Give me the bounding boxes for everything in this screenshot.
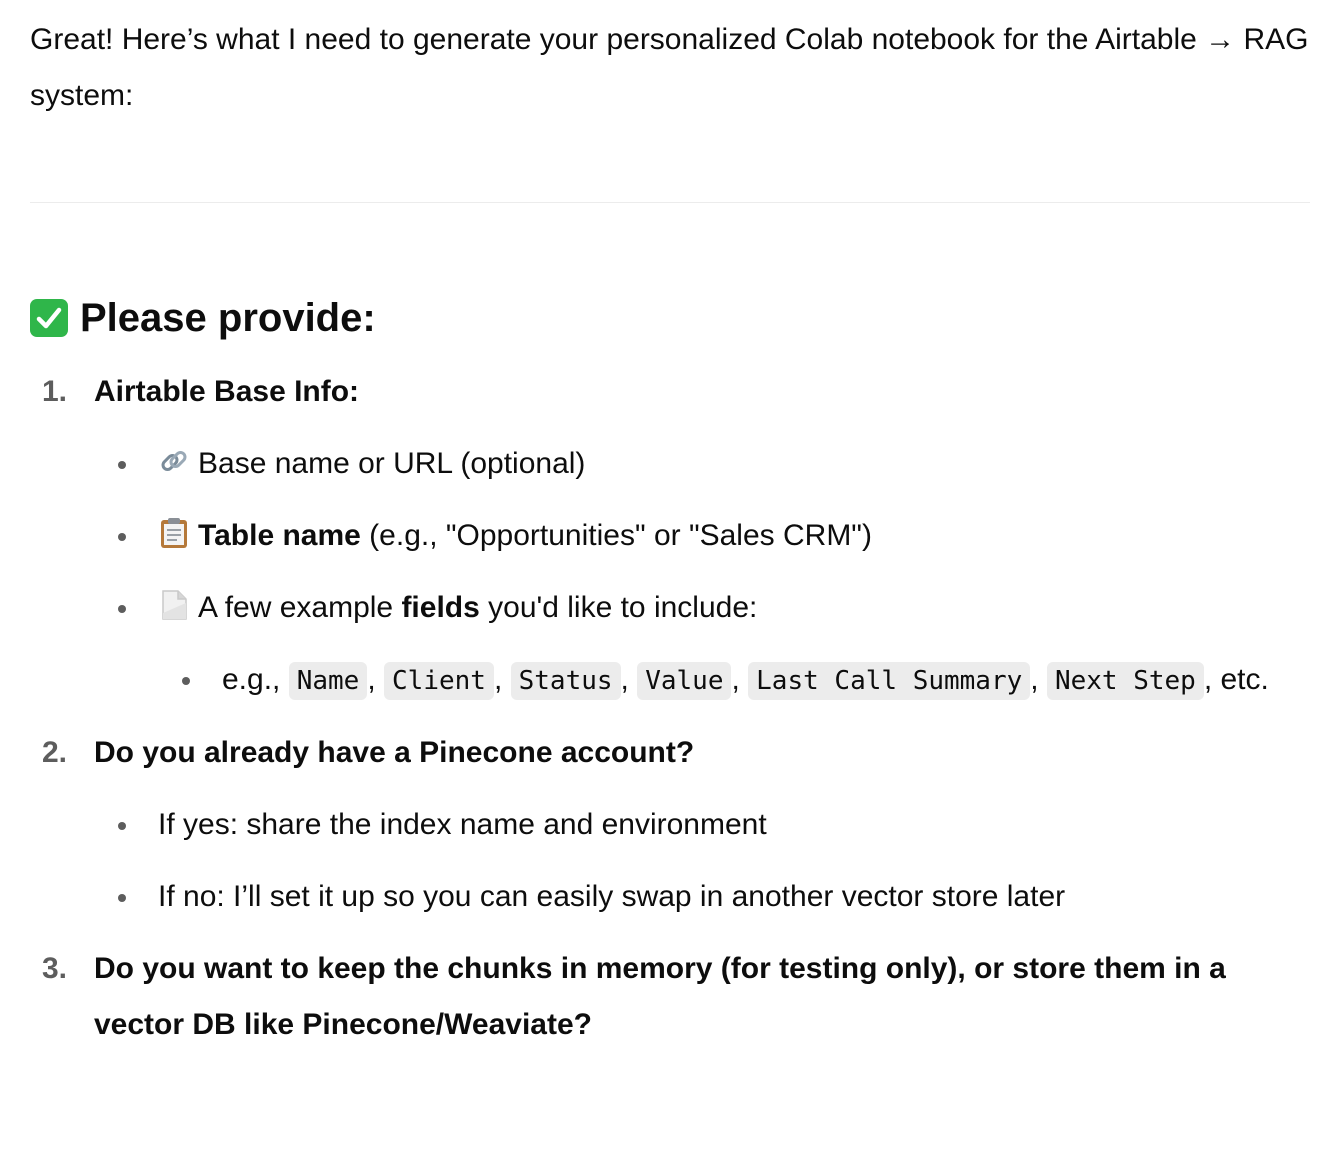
step-title: Airtable Base Info:	[94, 375, 360, 408]
bullet-bold-text: Table name	[198, 519, 361, 552]
bullet-text: (e.g., "Opportunities" or "Sales CRM")	[360, 519, 872, 552]
step-1	[30, 364, 1310, 709]
chat-message	[30, 0, 1310, 1041]
step-1-bullets	[94, 436, 1310, 709]
section-heading-text: Please provide:	[80, 296, 376, 340]
list-item	[94, 436, 1310, 492]
step-3	[30, 941, 1310, 1053]
step-2	[30, 725, 1310, 925]
bullet-bold-text: fields	[401, 591, 480, 624]
step-number: 2.	[42, 736, 68, 769]
section-heading	[30, 290, 376, 346]
step-title: Do you already have a Pinecone account?	[94, 736, 695, 769]
intro-text: Great! Here’s what I need to generate your personalized Colab notebook for the Airtable → RAG system:	[30, 23, 1309, 112]
list-item	[94, 797, 1310, 853]
bullet-text: If no: I’ll set it up so you can easily swap in another vector store later	[158, 880, 1066, 913]
step-number: 1.	[42, 375, 68, 408]
field-chip: Status	[511, 662, 621, 700]
field-chip: Name	[289, 662, 368, 700]
list-item	[94, 580, 1310, 709]
steps-list	[30, 364, 1310, 1053]
step-number: 3.	[42, 952, 68, 985]
clipboard-icon	[158, 512, 190, 544]
examples-suffix: etc.	[1220, 663, 1269, 696]
check-mark-button-icon	[30, 299, 68, 337]
field-chip: Next Step	[1047, 662, 1204, 700]
bullet-text: If yes: share the index name and environment	[158, 808, 767, 841]
field-chip: Last Call Summary	[748, 662, 1030, 700]
field-chip: Client	[384, 662, 494, 700]
page-icon	[158, 584, 190, 616]
bullet-prefix-text: A few example	[198, 591, 402, 624]
list-item	[94, 869, 1310, 925]
link-icon	[158, 440, 190, 472]
fields-examples	[158, 652, 1310, 709]
step-2-bullets	[94, 797, 1310, 925]
bullet-text: Base name or URL (optional)	[198, 447, 586, 480]
list-item: e.g., Name , Client , Status , Value , Last Call Summary , Next Step , etc.	[158, 652, 1310, 709]
bullet-text: you'd like to include:	[479, 591, 758, 624]
examples-prefix: e.g.,	[222, 663, 281, 696]
step-title: Do you want to keep the chunks in memory (for testing only), or store them in a vector DB like Pinecone/Weaviate?	[94, 952, 1226, 1041]
field-chip: Value	[637, 662, 731, 700]
list-item	[94, 508, 1310, 564]
divider	[30, 202, 1310, 203]
